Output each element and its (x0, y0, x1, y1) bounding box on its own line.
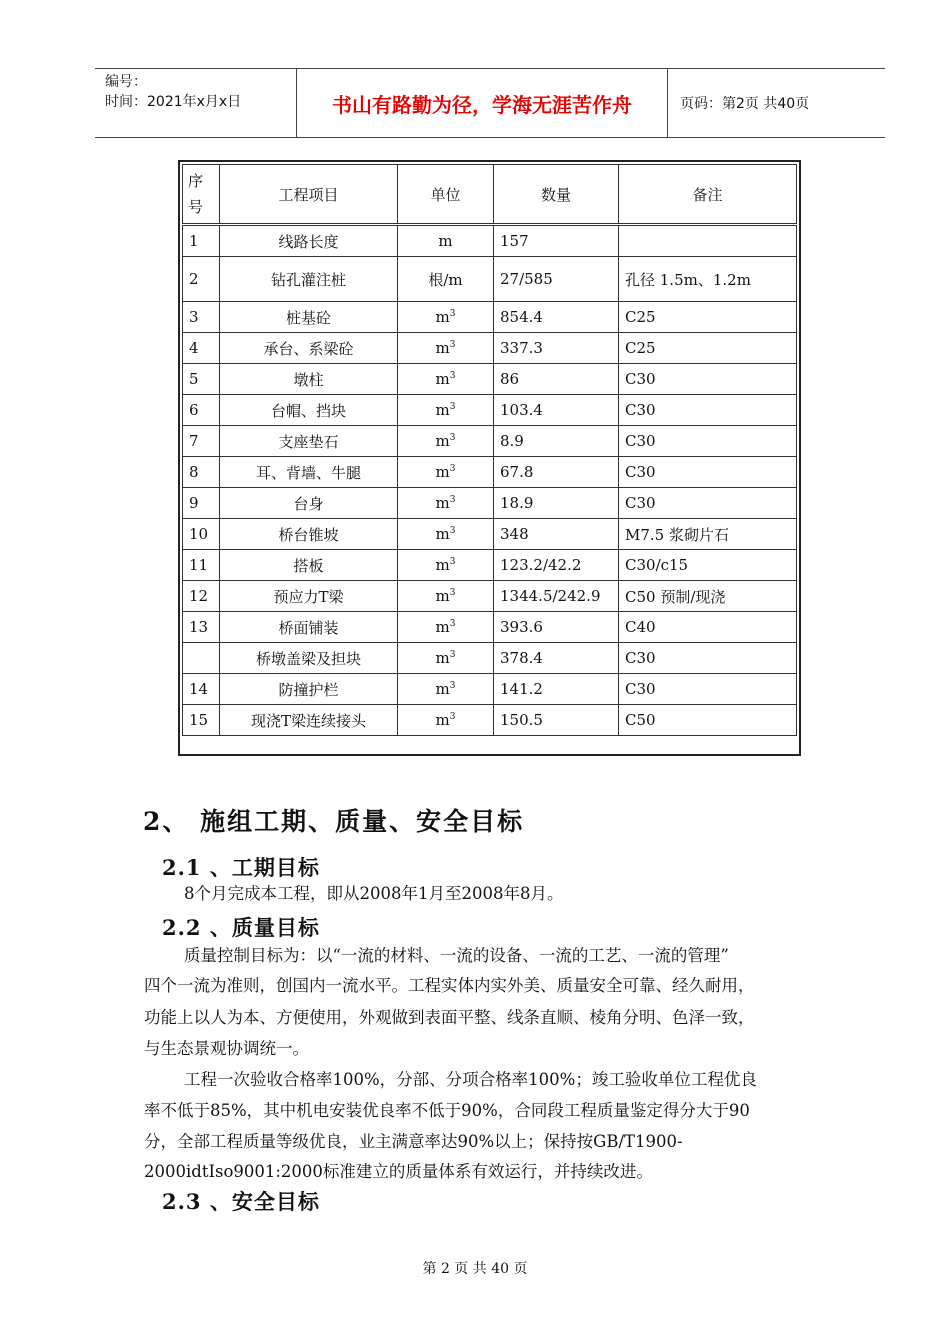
paragraph-line: 2000idtIso9001:2000标准建立的质量体系有效运行，并持续改进。 (144, 1162, 653, 1181)
unit-text: m (438, 232, 453, 250)
section-2-title: 2、 施组工期、质量、安全目标 (143, 807, 525, 836)
row-qty-cell: 67.8 (494, 457, 619, 488)
table-row (183, 550, 797, 581)
header-unit: 单位 (398, 165, 494, 225)
unit-text: m (435, 525, 450, 543)
row-idx-cell: 2 (183, 257, 220, 302)
row-note-cell: 孔径 1.5m、1.2m (619, 257, 797, 302)
header-divider (667, 69, 668, 137)
row-name-cell: 搭板 (220, 550, 398, 581)
header-page-label: 页码：第2页 共40页 (680, 96, 810, 112)
header-idx (183, 165, 220, 225)
table-row (183, 612, 797, 643)
header-qty: 数量 (494, 165, 619, 225)
row-idx-cell: 12 (183, 581, 220, 612)
row-qty-cell: 103.4 (494, 395, 619, 426)
row-note-cell: C50 (619, 705, 797, 736)
row-note-cell: C30 (619, 643, 797, 674)
row-idx-cell: 6 (183, 395, 220, 426)
row-note-cell: C50 预制/现浇 (619, 581, 797, 612)
row-unit-cell (398, 457, 494, 488)
code-label: 编号： (105, 74, 147, 90)
unit-text: m (435, 401, 450, 419)
unit-exponent: 3 (449, 340, 456, 350)
unit-exponent: 3 (449, 650, 456, 660)
row-qty-cell: 150.5 (494, 705, 619, 736)
row-idx-cell: 3 (183, 302, 220, 333)
page-header (95, 68, 885, 138)
unit-text: m (435, 432, 450, 450)
section-2-2-title: 2.2 、质量目标 (162, 915, 320, 940)
row-unit-cell (398, 519, 494, 550)
row-unit-cell (398, 488, 494, 519)
row-idx-cell: 15 (183, 705, 220, 736)
section-2-1-title: 2.1 、工期目标 (162, 855, 320, 880)
quantity-table (182, 164, 797, 736)
header-name: 工程项目 (220, 165, 398, 225)
unit-text: m (435, 618, 450, 636)
row-note-cell: M7.5 浆砌片石 (619, 519, 797, 550)
row-qty-cell: 141.2 (494, 674, 619, 705)
row-note-cell: C30 (619, 364, 797, 395)
unit-exponent: 3 (449, 712, 456, 722)
paragraph-line: 功能上以人为本、方便使用，外观做到表面平整、线条直顺、棱角分明、色泽一致， (144, 1008, 755, 1027)
row-idx-cell: 4 (183, 333, 220, 364)
row-idx-cell: 1 (183, 225, 220, 257)
row-unit-cell (398, 581, 494, 612)
row-note-cell: C30 (619, 426, 797, 457)
unit-text: m (435, 587, 450, 605)
row-name-cell: 线路长度 (220, 225, 398, 257)
row-qty-cell: 86 (494, 364, 619, 395)
unit-text: m (435, 339, 450, 357)
paragraph-line: 率不低于85%，其中机电安装优良率不低于90%，合同段工程质量鉴定得分大于90 (144, 1101, 750, 1120)
row-idx-cell: 9 (183, 488, 220, 519)
row-name-cell: 支座垫石 (220, 426, 398, 457)
row-idx-cell: 10 (183, 519, 220, 550)
table-row (183, 581, 797, 612)
unit-exponent: 3 (449, 402, 456, 412)
row-note-cell: C30 (619, 674, 797, 705)
row-unit-cell (398, 705, 494, 736)
row-qty-cell: 337.3 (494, 333, 619, 364)
row-unit-cell (398, 257, 494, 302)
unit-exponent: 3 (449, 433, 456, 443)
unit-text: m (435, 370, 450, 388)
quantity-table-frame (178, 160, 801, 756)
table-row (183, 225, 797, 257)
table-row (183, 488, 797, 519)
row-unit-cell (398, 302, 494, 333)
row-name-cell: 现浇T梁连续接头 (220, 705, 398, 736)
unit-text: m (435, 711, 450, 729)
unit-exponent: 3 (449, 309, 456, 319)
table-row (183, 333, 797, 364)
row-qty-cell: 378.4 (494, 643, 619, 674)
row-qty-cell: 18.9 (494, 488, 619, 519)
time-label: 时间：2021年x月x日 (105, 94, 242, 110)
row-note-cell: C30 (619, 488, 797, 519)
row-name-cell: 桥墩盖梁及担块 (220, 643, 398, 674)
row-name-cell: 耳、背墙、牛腿 (220, 457, 398, 488)
row-note-cell: C25 (619, 302, 797, 333)
row-qty-cell: 8.9 (494, 426, 619, 457)
table-row (183, 674, 797, 705)
row-qty-cell: 157 (494, 225, 619, 257)
unit-exponent: 3 (449, 495, 456, 505)
row-unit-cell (398, 643, 494, 674)
table-row (183, 705, 797, 736)
row-idx-cell: 5 (183, 364, 220, 395)
row-unit-cell (398, 364, 494, 395)
row-note-cell: C40 (619, 612, 797, 643)
unit-text: m (435, 556, 450, 574)
row-idx-cell: 8 (183, 457, 220, 488)
row-unit-cell (398, 395, 494, 426)
unit-exponent: 3 (449, 526, 456, 536)
row-name-cell: 台帽、挡块 (220, 395, 398, 426)
section-2-1-text: 8个月完成本工程，即从2008年1月至2008年8月。 (184, 884, 564, 903)
paragraph-line: 与生态景观协调统一。 (144, 1039, 309, 1058)
row-name-cell: 钻孔灌注桩 (220, 257, 398, 302)
header-meta (105, 69, 295, 137)
table-row (183, 257, 797, 302)
row-unit-cell (398, 550, 494, 581)
table-row (183, 364, 797, 395)
unit-text: m (435, 308, 450, 326)
table-header-row (183, 165, 797, 225)
row-unit-cell (398, 225, 494, 257)
row-name-cell: 桩基砼 (220, 302, 398, 333)
row-qty-cell: 348 (494, 519, 619, 550)
row-unit-cell (398, 333, 494, 364)
row-name-cell: 桥面铺装 (220, 612, 398, 643)
row-name-cell: 承台、系梁砼 (220, 333, 398, 364)
page-footer: 第 2 页 共 40 页 (422, 1261, 528, 1277)
table-row (183, 457, 797, 488)
unit-exponent: 3 (449, 557, 456, 567)
row-idx-cell: 7 (183, 426, 220, 457)
row-name-cell: 防撞护栏 (220, 674, 398, 705)
unit-text: 根/m (428, 270, 463, 289)
row-idx-cell: 14 (183, 674, 220, 705)
unit-text: m (435, 680, 450, 698)
paragraph-line: 质量控制目标为：以“一流的材料、一流的设备、一流的工艺、一流的管理” (184, 946, 729, 965)
paragraph-line: 工程一次验收合格率100%，分部、分项合格率100%；竣工验收单位工程优良 (184, 1070, 757, 1089)
unit-exponent: 3 (449, 588, 456, 598)
row-name-cell: 墩柱 (220, 364, 398, 395)
row-unit-cell (398, 612, 494, 643)
table-row (183, 519, 797, 550)
header-idx-line2: 号 (188, 198, 204, 216)
unit-exponent: 3 (449, 681, 456, 691)
row-qty-cell: 1344.5/242.9 (494, 581, 619, 612)
paragraph-line: 四个一流为准则，创国内一流水平。工程实体内实外美、质量安全可靠、经久耐用， (144, 976, 755, 995)
header-idx-line1: 序 (188, 172, 204, 190)
header-motto: 书山有路勤为径，学海无涯苦作舟 (332, 92, 632, 117)
paragraph-line: 分，全部工程质量等级优良，业主满意率达90%以上；保持按GB/T1900- (144, 1132, 683, 1151)
row-idx-cell (183, 643, 220, 674)
row-idx-cell: 11 (183, 550, 220, 581)
row-unit-cell (398, 426, 494, 457)
unit-text: m (435, 463, 450, 481)
row-qty-cell: 123.2/42.2 (494, 550, 619, 581)
section-2-3-title: 2.3 、安全目标 (162, 1189, 320, 1214)
unit-text: m (435, 494, 450, 512)
row-note-cell: C30/c15 (619, 550, 797, 581)
row-name-cell: 预应力T梁 (220, 581, 398, 612)
unit-exponent: 3 (449, 464, 456, 474)
header-note: 备注 (619, 165, 797, 225)
row-note-cell: C30 (619, 395, 797, 426)
row-unit-cell (398, 674, 494, 705)
table-row (183, 302, 797, 333)
unit-text: m (435, 649, 450, 667)
row-qty-cell: 27/585 (494, 257, 619, 302)
unit-exponent: 3 (449, 619, 456, 629)
table-row (183, 395, 797, 426)
row-qty-cell: 393.6 (494, 612, 619, 643)
row-qty-cell: 854.4 (494, 302, 619, 333)
row-idx-cell: 13 (183, 612, 220, 643)
table-row (183, 426, 797, 457)
row-name-cell: 桥台锥坡 (220, 519, 398, 550)
table-row (183, 643, 797, 674)
row-note-cell: C30 (619, 457, 797, 488)
unit-exponent: 3 (449, 371, 456, 381)
row-note-cell: C25 (619, 333, 797, 364)
row-note-cell (619, 225, 797, 257)
row-name-cell: 台身 (220, 488, 398, 519)
